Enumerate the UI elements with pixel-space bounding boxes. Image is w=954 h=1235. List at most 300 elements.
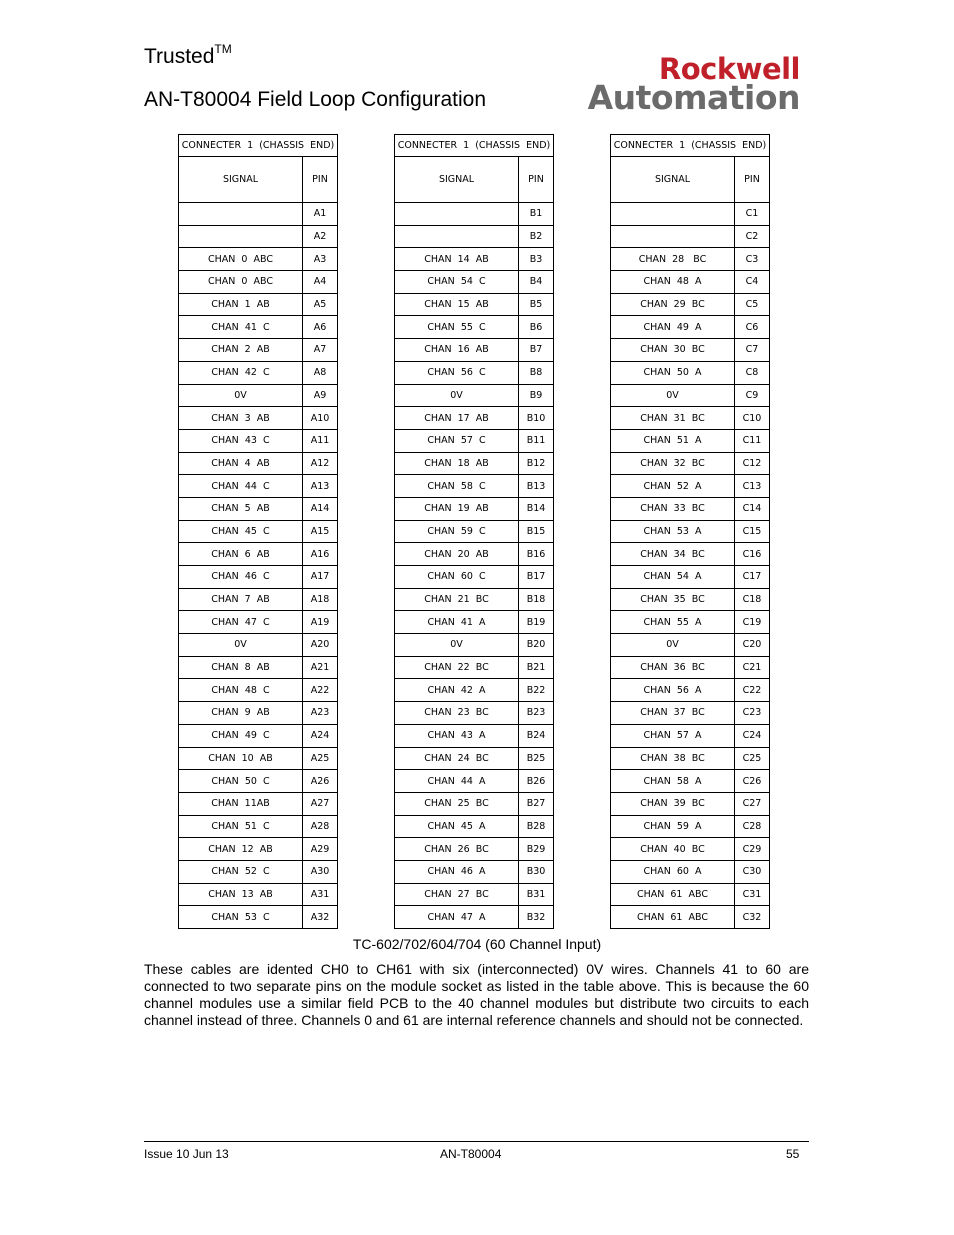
signal-cell: CHAN 56 C	[395, 361, 519, 384]
table-row	[179, 838, 338, 861]
table-row	[179, 566, 338, 589]
table-row	[179, 293, 338, 316]
signal-cell: CHAN 28 BC	[611, 248, 735, 271]
pin-cell: A20	[303, 634, 338, 657]
pin-cell: C10	[735, 407, 770, 430]
pin-cell: C21	[735, 656, 770, 679]
table-row	[179, 203, 338, 226]
signal-cell: 0V	[611, 384, 735, 407]
pin-cell: B29	[519, 838, 554, 861]
table-row	[611, 339, 770, 362]
pin-cell: C18	[735, 588, 770, 611]
column-header-pin: PIN	[303, 157, 338, 203]
signal-cell: 0V	[611, 634, 735, 657]
footer-issue: Issue 10 Jun 13	[144, 1147, 229, 1161]
pin-cell: C19	[735, 611, 770, 634]
pin-cell: A22	[303, 679, 338, 702]
pin-cell: B6	[519, 316, 554, 339]
table-row	[611, 203, 770, 226]
signal-cell: CHAN 18 AB	[395, 452, 519, 475]
signal-cell: CHAN 54 C	[395, 271, 519, 294]
table-row	[179, 634, 338, 657]
logo-line-1: Rockwell	[658, 52, 800, 86]
table-row	[179, 679, 338, 702]
pin-cell: C29	[735, 838, 770, 861]
pin-cell: C7	[735, 339, 770, 362]
table-row	[179, 656, 338, 679]
pin-cell: B21	[519, 656, 554, 679]
pin-cell: A17	[303, 566, 338, 589]
signal-cell: CHAN 43 C	[179, 429, 303, 452]
signal-cell	[611, 225, 735, 248]
signal-cell	[179, 225, 303, 248]
pin-cell: B23	[519, 702, 554, 725]
signal-cell: CHAN 33 BC	[611, 497, 735, 520]
pin-cell: C11	[735, 429, 770, 452]
signal-cell: CHAN 61 ABC	[611, 883, 735, 906]
table-row	[395, 838, 554, 861]
signal-cell: CHAN 46 A	[395, 860, 519, 883]
signal-cell: CHAN 15 AB	[395, 293, 519, 316]
table-row	[611, 747, 770, 770]
signal-cell: CHAN 53 C	[179, 906, 303, 929]
table-row	[611, 293, 770, 316]
signal-cell: CHAN 2 AB	[179, 339, 303, 362]
document-title: AN-T80004 Field Loop Configuration	[144, 88, 487, 111]
signal-cell: CHAN 44 C	[179, 475, 303, 498]
table-row	[611, 702, 770, 725]
table-row	[179, 384, 338, 407]
signal-cell: CHAN 19 AB	[395, 497, 519, 520]
table-row	[611, 634, 770, 657]
table-row	[611, 838, 770, 861]
table-row	[179, 248, 338, 271]
signal-cell: CHAN 54 A	[611, 566, 735, 589]
signal-cell: CHAN 22 BC	[395, 656, 519, 679]
table-row	[611, 815, 770, 838]
signal-cell: CHAN 6 AB	[179, 543, 303, 566]
signal-cell: CHAN 49 A	[611, 316, 735, 339]
signal-cell: CHAN 50 C	[179, 770, 303, 793]
table-row	[611, 860, 770, 883]
table-row	[395, 543, 554, 566]
table-row	[611, 770, 770, 793]
pin-cell: B11	[519, 429, 554, 452]
table-row	[395, 203, 554, 226]
signal-cell: CHAN 60 A	[611, 860, 735, 883]
pin-cell: B2	[519, 225, 554, 248]
table-row	[395, 497, 554, 520]
signal-cell: CHAN 5 AB	[179, 497, 303, 520]
table-row	[395, 656, 554, 679]
pin-cell: B17	[519, 566, 554, 589]
signal-cell: CHAN 41 A	[395, 611, 519, 634]
signal-cell: CHAN 58 A	[611, 770, 735, 793]
pin-cell: B19	[519, 611, 554, 634]
table-row	[611, 792, 770, 815]
signal-cell: CHAN 59 A	[611, 815, 735, 838]
pin-cell: C9	[735, 384, 770, 407]
pin-cell: B30	[519, 860, 554, 883]
signal-cell: CHAN 1 AB	[179, 293, 303, 316]
pin-cell: A14	[303, 497, 338, 520]
signal-cell: CHAN 9 AB	[179, 702, 303, 725]
table-row	[395, 248, 554, 271]
pin-cell: B25	[519, 747, 554, 770]
pin-cell: C20	[735, 634, 770, 657]
table-row	[179, 883, 338, 906]
table-row	[611, 225, 770, 248]
table-row	[395, 293, 554, 316]
table-row	[395, 407, 554, 430]
signal-cell: CHAN 41 C	[179, 316, 303, 339]
signal-cell: 0V	[395, 384, 519, 407]
table-row	[179, 316, 338, 339]
table-row	[179, 225, 338, 248]
signal-cell: CHAN 40 BC	[611, 838, 735, 861]
table-row	[611, 656, 770, 679]
pin-cell: B15	[519, 520, 554, 543]
signal-cell: CHAN 53 A	[611, 520, 735, 543]
table-row	[395, 611, 554, 634]
table-header-row	[611, 157, 770, 203]
column-header-signal: SIGNAL	[395, 157, 519, 203]
table-row	[395, 225, 554, 248]
signal-cell: CHAN 37 BC	[611, 702, 735, 725]
pin-cell: A13	[303, 475, 338, 498]
pin-cell: A2	[303, 225, 338, 248]
signal-cell	[611, 203, 735, 226]
pin-cell: B4	[519, 271, 554, 294]
table-row	[179, 339, 338, 362]
table-row	[395, 702, 554, 725]
signal-cell: CHAN 51 C	[179, 815, 303, 838]
table-row	[179, 724, 338, 747]
pin-cell: A23	[303, 702, 338, 725]
signal-cell: CHAN 49 C	[179, 724, 303, 747]
signal-cell: CHAN 39 BC	[611, 792, 735, 815]
column-header-pin: PIN	[735, 157, 770, 203]
signal-cell: CHAN 13 AB	[179, 883, 303, 906]
pin-cell: B14	[519, 497, 554, 520]
table-row	[179, 860, 338, 883]
table-row	[179, 792, 338, 815]
pin-cell: A25	[303, 747, 338, 770]
table-row	[179, 271, 338, 294]
table-row	[179, 543, 338, 566]
pin-cell: A24	[303, 724, 338, 747]
signal-cell: CHAN 48 C	[179, 679, 303, 702]
table-row	[611, 271, 770, 294]
signal-cell: CHAN 57 A	[611, 724, 735, 747]
pin-cell: C14	[735, 497, 770, 520]
table-row	[611, 407, 770, 430]
pin-cell: A6	[303, 316, 338, 339]
signal-cell: CHAN 31 BC	[611, 407, 735, 430]
signal-cell: CHAN 4 AB	[179, 452, 303, 475]
signal-cell: CHAN 16 AB	[395, 339, 519, 362]
pin-cell: B27	[519, 792, 554, 815]
pin-cell: B26	[519, 770, 554, 793]
signal-cell: CHAN 60 C	[395, 566, 519, 589]
table-row	[179, 407, 338, 430]
footer-page-number: 55	[786, 1147, 800, 1161]
table-row	[395, 815, 554, 838]
pin-cell: A7	[303, 339, 338, 362]
connector-table-c	[610, 134, 770, 929]
pin-cell: C16	[735, 543, 770, 566]
pin-cell: A4	[303, 271, 338, 294]
signal-cell: CHAN 32 BC	[611, 452, 735, 475]
signal-cell: CHAN 45 A	[395, 815, 519, 838]
signal-cell: CHAN 14 AB	[395, 248, 519, 271]
pin-cell: C30	[735, 860, 770, 883]
pin-cell: A28	[303, 815, 338, 838]
signal-cell	[395, 203, 519, 226]
pin-cell: B7	[519, 339, 554, 362]
table-row	[395, 792, 554, 815]
signal-cell: CHAN 55 C	[395, 316, 519, 339]
pin-cell: A5	[303, 293, 338, 316]
signal-cell: CHAN 57 C	[395, 429, 519, 452]
signal-cell: 0V	[179, 634, 303, 657]
pin-cell: A21	[303, 656, 338, 679]
table-row	[179, 815, 338, 838]
table-title: CONNECTER 1 (CHASSIS END)	[179, 135, 338, 157]
signal-cell: CHAN 29 BC	[611, 293, 735, 316]
table-header-row	[179, 157, 338, 203]
signal-cell: CHAN 3 AB	[179, 407, 303, 430]
pin-cell: A1	[303, 203, 338, 226]
pin-cell: C12	[735, 452, 770, 475]
pin-cell: A27	[303, 792, 338, 815]
signal-cell: CHAN 7 AB	[179, 588, 303, 611]
trademark-sup: TM	[214, 42, 232, 56]
table-row	[395, 520, 554, 543]
column-header-pin: PIN	[519, 157, 554, 203]
pin-cell: C13	[735, 475, 770, 498]
table-row	[611, 475, 770, 498]
table-row	[395, 316, 554, 339]
column-header-signal: SIGNAL	[611, 157, 735, 203]
signal-cell: CHAN 27 BC	[395, 883, 519, 906]
table-row	[395, 566, 554, 589]
signal-cell: CHAN 52 C	[179, 860, 303, 883]
table-row	[611, 452, 770, 475]
table-row	[179, 475, 338, 498]
table-row	[395, 747, 554, 770]
brand-name: Trusted	[144, 45, 215, 68]
rockwell-logo	[566, 52, 802, 117]
pin-cell: C15	[735, 520, 770, 543]
pin-cell: A19	[303, 611, 338, 634]
pin-cell: B9	[519, 384, 554, 407]
signal-cell: CHAN 47 C	[179, 611, 303, 634]
table-row	[611, 566, 770, 589]
pin-cell: B28	[519, 815, 554, 838]
table-row	[179, 611, 338, 634]
table-row	[395, 906, 554, 929]
table-title-row	[611, 135, 770, 157]
table-row	[395, 271, 554, 294]
pin-cell: A26	[303, 770, 338, 793]
pin-cell: A18	[303, 588, 338, 611]
table-caption: TC-602/702/604/704 (60 Channel Input)	[352, 936, 602, 952]
signal-cell: CHAN 8 AB	[179, 656, 303, 679]
table-title: CONNECTER 1 (CHASSIS END)	[395, 135, 554, 157]
signal-cell	[395, 225, 519, 248]
pin-cell: C3	[735, 248, 770, 271]
pin-cell: A12	[303, 452, 338, 475]
table-row	[395, 475, 554, 498]
signal-cell: CHAN 26 BC	[395, 838, 519, 861]
signal-cell: CHAN 43 A	[395, 724, 519, 747]
signal-cell: CHAN 46 C	[179, 566, 303, 589]
pin-cell: C27	[735, 792, 770, 815]
column-header-signal: SIGNAL	[179, 157, 303, 203]
signal-cell	[179, 203, 303, 226]
table-row	[395, 384, 554, 407]
signal-cell: CHAN 56 A	[611, 679, 735, 702]
pin-cell: B22	[519, 679, 554, 702]
footer-rule	[144, 1141, 809, 1142]
signal-cell: CHAN 42 C	[179, 361, 303, 384]
table-row	[395, 429, 554, 452]
pin-cell: C24	[735, 724, 770, 747]
pin-cell: B10	[519, 407, 554, 430]
table-row	[611, 679, 770, 702]
pin-cell: A15	[303, 520, 338, 543]
signal-cell: CHAN 45 C	[179, 520, 303, 543]
pin-cell: C32	[735, 906, 770, 929]
pin-cell: A10	[303, 407, 338, 430]
table-row	[395, 770, 554, 793]
signal-cell: CHAN 38 BC	[611, 747, 735, 770]
signal-cell: CHAN 21 BC	[395, 588, 519, 611]
pin-cell: C23	[735, 702, 770, 725]
pin-cell: B31	[519, 883, 554, 906]
signal-cell: CHAN 11AB	[179, 792, 303, 815]
pin-cell: C25	[735, 747, 770, 770]
table-row	[611, 520, 770, 543]
pin-cell: C22	[735, 679, 770, 702]
signal-cell: 0V	[395, 634, 519, 657]
signal-cell: CHAN 20 AB	[395, 543, 519, 566]
table-row	[395, 339, 554, 362]
signal-cell: CHAN 44 A	[395, 770, 519, 793]
table-row	[179, 361, 338, 384]
signal-cell: CHAN 58 C	[395, 475, 519, 498]
pin-cell: C8	[735, 361, 770, 384]
table-row	[611, 906, 770, 929]
signal-cell: CHAN 23 BC	[395, 702, 519, 725]
pin-cell: B32	[519, 906, 554, 929]
table-row	[179, 520, 338, 543]
connector-table-b	[394, 134, 554, 929]
pin-cell: A29	[303, 838, 338, 861]
signal-cell: 0V	[179, 384, 303, 407]
pin-cell: C1	[735, 203, 770, 226]
pin-cell: C28	[735, 815, 770, 838]
pin-cell: A30	[303, 860, 338, 883]
signal-cell: CHAN 61 ABC	[611, 906, 735, 929]
table-row	[395, 860, 554, 883]
signal-cell: CHAN 25 BC	[395, 792, 519, 815]
pin-cell: C2	[735, 225, 770, 248]
pin-cell: B1	[519, 203, 554, 226]
signal-cell: CHAN 48 A	[611, 271, 735, 294]
signal-cell: CHAN 52 A	[611, 475, 735, 498]
signal-cell: CHAN 24 BC	[395, 747, 519, 770]
signal-cell: CHAN 10 AB	[179, 747, 303, 770]
table-row	[179, 770, 338, 793]
pin-cell: A3	[303, 248, 338, 271]
signal-cell: CHAN 50 A	[611, 361, 735, 384]
table-row	[395, 679, 554, 702]
table-row	[611, 316, 770, 339]
pin-cell: A32	[303, 906, 338, 929]
table-row	[611, 497, 770, 520]
table-row	[179, 429, 338, 452]
table-row	[611, 883, 770, 906]
signal-cell: CHAN 17 AB	[395, 407, 519, 430]
logo-line-2: Automation	[587, 78, 800, 117]
pin-cell: C31	[735, 883, 770, 906]
signal-cell: CHAN 47 A	[395, 906, 519, 929]
table-row	[611, 611, 770, 634]
pin-cell: A16	[303, 543, 338, 566]
table-row	[395, 883, 554, 906]
pin-cell: B13	[519, 475, 554, 498]
table-title-row	[395, 135, 554, 157]
table-row	[611, 724, 770, 747]
signal-cell: CHAN 0 ABC	[179, 248, 303, 271]
table-row	[179, 452, 338, 475]
pin-cell: A9	[303, 384, 338, 407]
connector-table-a	[178, 134, 338, 929]
table-row	[179, 906, 338, 929]
pin-cell: C6	[735, 316, 770, 339]
table-title: CONNECTER 1 (CHASSIS END)	[611, 135, 770, 157]
table-title-row	[179, 135, 338, 157]
brand-title	[144, 44, 232, 69]
table-row	[395, 361, 554, 384]
table-row	[179, 702, 338, 725]
body-paragraph: These cables are idented CH0 to CH61 with six (interconnected) 0V wires. Channels 41 to 60 are connected to two separate pins on the module socket as listed in the table above. This is because the 60 channel modules use a similar field PCB to the 40 channel modules but distribute two circuits to each channel instead of three. Channels 0 and 61 are internal reference channels and should not be connected.	[144, 961, 809, 1028]
pin-cell: B20	[519, 634, 554, 657]
pin-cell: A11	[303, 429, 338, 452]
table-row	[611, 384, 770, 407]
table-row	[395, 724, 554, 747]
table-row	[179, 497, 338, 520]
pin-cell: A31	[303, 883, 338, 906]
signal-cell: CHAN 51 A	[611, 429, 735, 452]
signal-cell: CHAN 55 A	[611, 611, 735, 634]
pin-cell: B24	[519, 724, 554, 747]
pin-cell: B3	[519, 248, 554, 271]
pin-cell: A8	[303, 361, 338, 384]
pin-cell: C5	[735, 293, 770, 316]
signal-cell: CHAN 59 C	[395, 520, 519, 543]
signal-cell: CHAN 12 AB	[179, 838, 303, 861]
table-row	[611, 543, 770, 566]
table-row	[395, 452, 554, 475]
signal-cell: CHAN 0 ABC	[179, 271, 303, 294]
pin-cell: B18	[519, 588, 554, 611]
signal-cell: CHAN 35 BC	[611, 588, 735, 611]
table-row	[611, 361, 770, 384]
signal-cell: CHAN 36 BC	[611, 656, 735, 679]
